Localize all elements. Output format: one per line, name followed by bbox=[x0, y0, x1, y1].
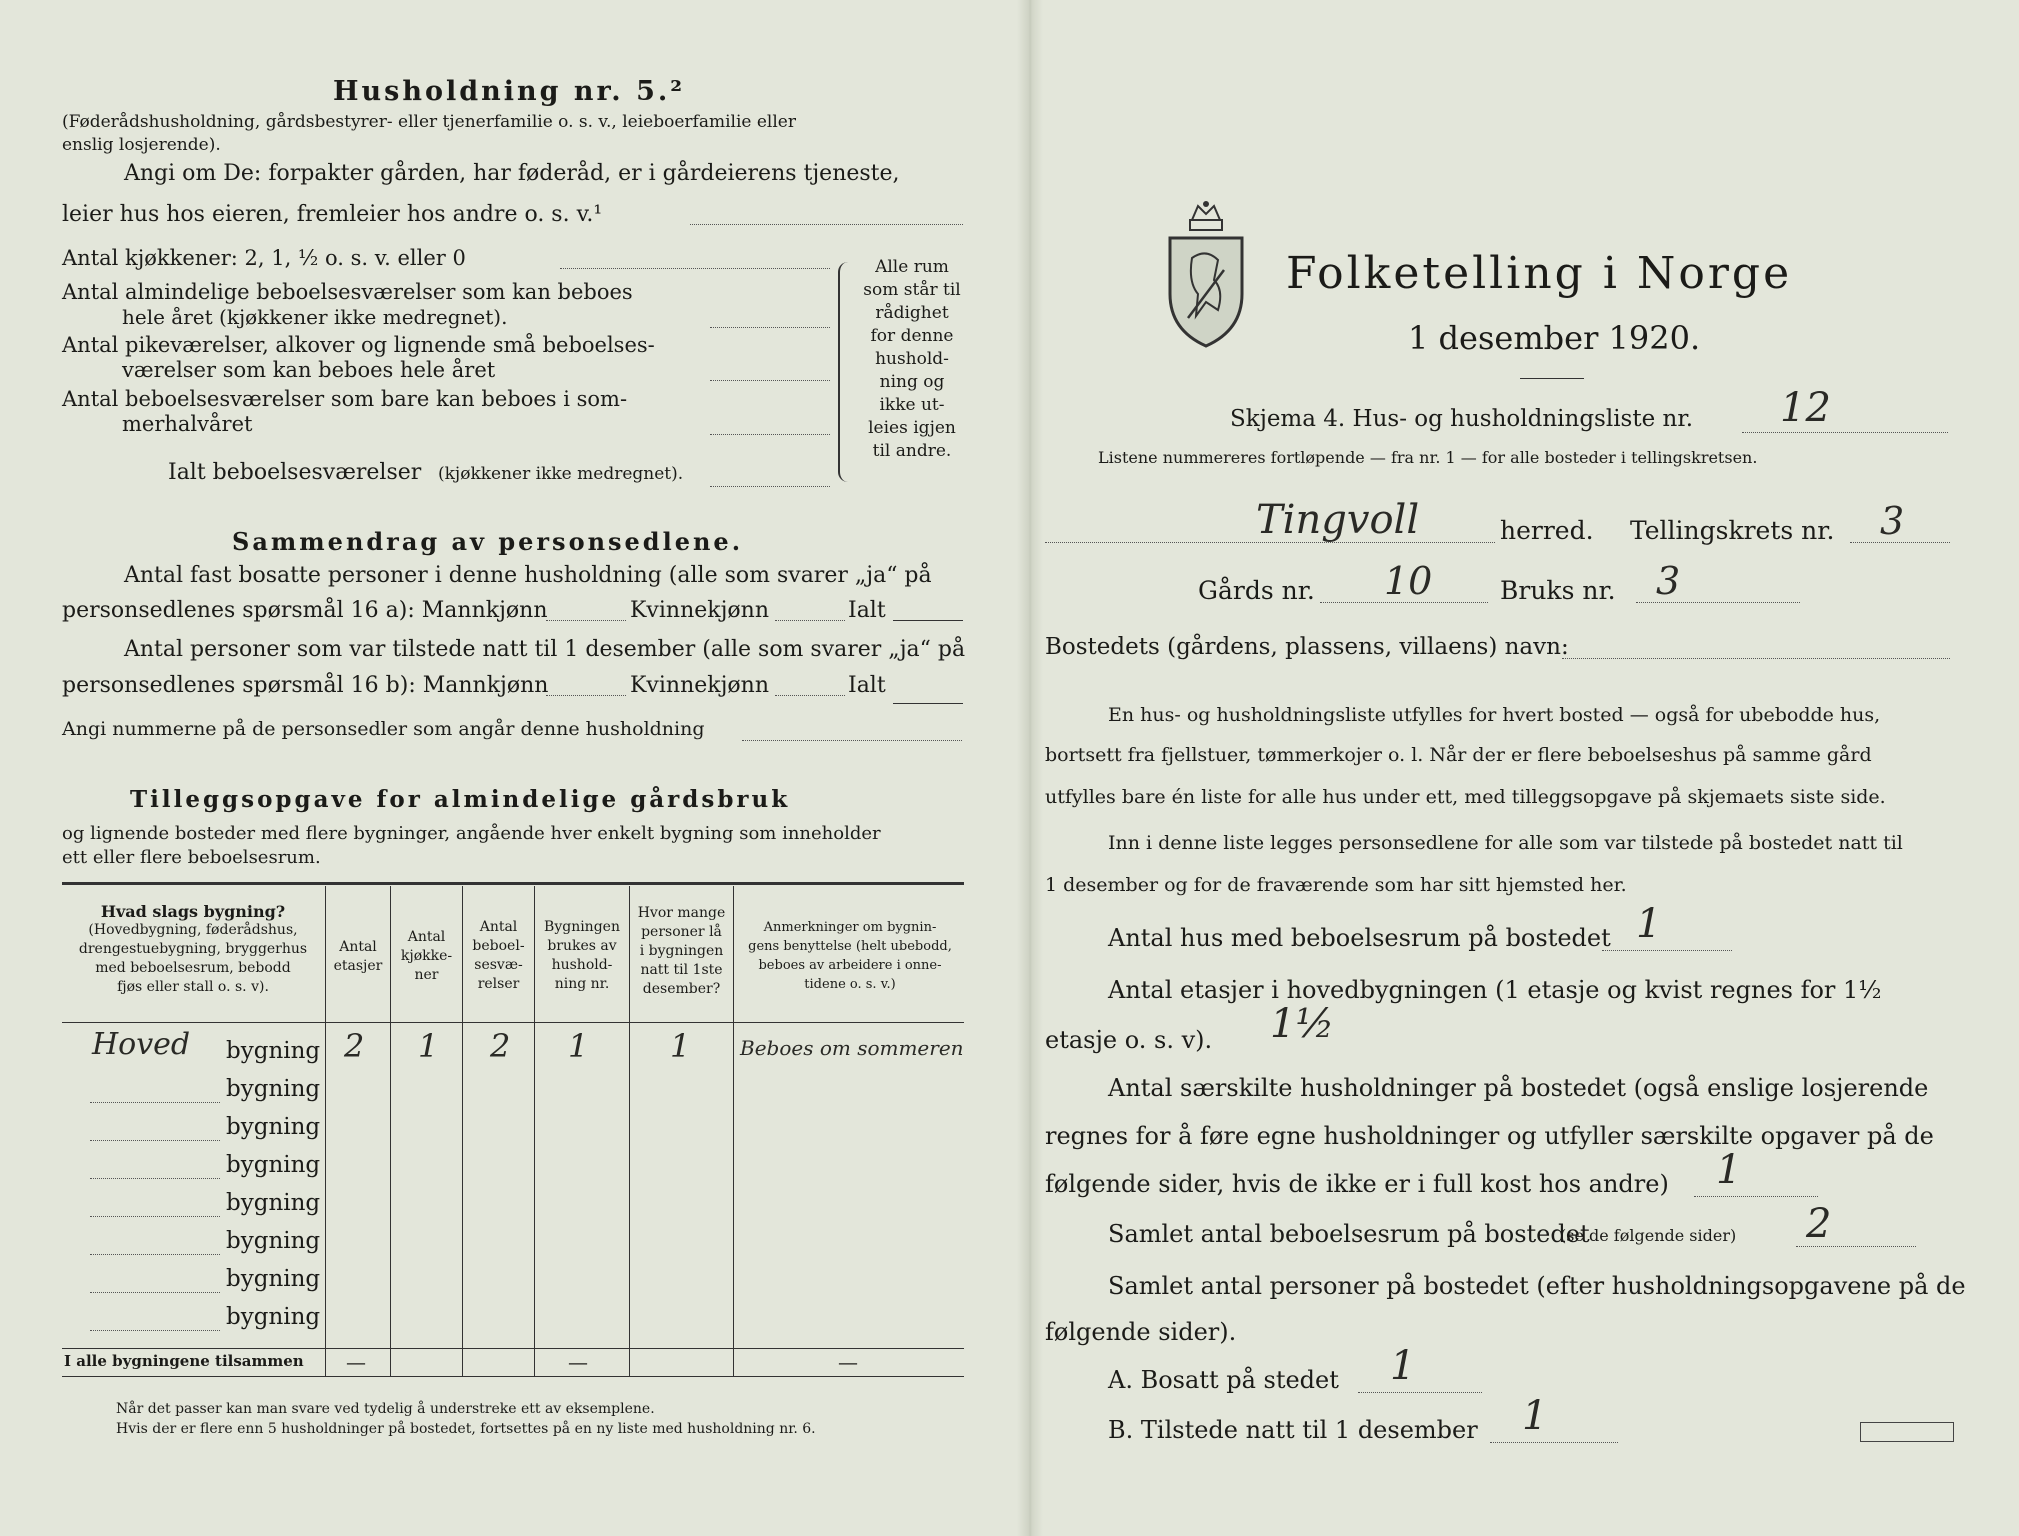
row1-anmerkninger[interactable]: Beboes om sommeren bbox=[740, 1036, 964, 1060]
tilleggsopgave-title: Tilleggsopgave for almindelige gårdsbruk bbox=[130, 786, 791, 813]
total-anm-dash: — bbox=[838, 1350, 858, 1374]
row1-personer[interactable]: 1 bbox=[670, 1027, 691, 1065]
tilleggsopgave-line1: og lignende bosteder med flere bygninger, angående hver enkelt bygning som inneholder bbox=[62, 823, 881, 844]
nummerne-answer-line[interactable] bbox=[742, 740, 962, 741]
table-bottom-rule bbox=[62, 1376, 964, 1377]
angi-line2: leier hus hos eieren, fremleier hos andre o. s. v.¹ bbox=[62, 202, 603, 227]
tilstede-kvinne-label: Kvinnekjønn bbox=[630, 673, 769, 698]
col-header-vaerelser: Antal beboel- sesvæ- relser bbox=[472, 919, 525, 992]
alm-answer-line[interactable] bbox=[710, 327, 830, 328]
sarsk-line[interactable] bbox=[1694, 1196, 1818, 1197]
col-header-bygning: Hvad slags bygning? (Hovedbygning, føderådshus, drengestuebygning, bryggerhus med beboelsesrum, bebodd fjøs eller stall o. s. v). bbox=[78, 902, 308, 995]
hus-label: Antal hus med beboelsesrum på bostedet bbox=[1108, 924, 1611, 952]
row-label: bygning bbox=[226, 1038, 321, 1064]
nummerne-label: Angi nummerne på de personsedler som angår denne husholdning bbox=[62, 718, 705, 740]
pike-answer-line[interactable] bbox=[710, 380, 830, 381]
info-line1: En hus- og husholdningsliste utfylles for hvert bosted — også for ubebodde hus, bbox=[1108, 704, 1881, 726]
bosted-label: Bostedets (gårdens, plassens, villaens) navn: bbox=[1045, 634, 1569, 660]
footnote-1: Når det passer kan man svare ved tydelig å understreke ett av eksemplene. bbox=[116, 1401, 655, 1417]
row1-vaerelser[interactable]: 2 bbox=[490, 1027, 511, 1065]
total-label: I alle bygningene tilsammen bbox=[64, 1352, 304, 1370]
sammendrag-line2: personsedlenes spørsmål 16 a): Mannkjønn bbox=[62, 598, 548, 623]
etasjer-label-line2: etasje o. s. v). bbox=[1045, 1026, 1213, 1054]
row-type-line[interactable] bbox=[90, 1178, 220, 1179]
row-label: bygning bbox=[226, 1228, 321, 1254]
samlet-rum-value[interactable]: 2 bbox=[1806, 1201, 1832, 1247]
row-type-line[interactable] bbox=[90, 1102, 220, 1103]
row1-hushold[interactable]: 1 bbox=[568, 1027, 589, 1065]
page-fold bbox=[1017, 0, 1043, 1536]
tilstede-kvinne-line[interactable] bbox=[775, 695, 845, 696]
bosatt-label: A. Bosatt på stedet bbox=[1108, 1366, 1339, 1394]
angi-line1: Angi om De: forpakter gården, har føderåd, er i gårdeierens tjeneste, bbox=[124, 161, 900, 186]
row-label: bygning bbox=[226, 1304, 321, 1330]
samlet-rum-note: (se de følgende sider) bbox=[1560, 1226, 1737, 1245]
tilstede-ialt-line[interactable] bbox=[893, 703, 963, 704]
tilleggsopgave-line2: ett eller flere beboelsesrum. bbox=[62, 847, 321, 868]
somm-answer-line[interactable] bbox=[710, 434, 830, 435]
herred-label: herred. bbox=[1500, 516, 1594, 545]
info-line2: bortsett fra fjellstuer, tømmerkojer o. l. Når der er flere beboelseshus på samme gård bbox=[1045, 744, 1872, 766]
herred-value[interactable]: Tingvoll bbox=[1256, 497, 1420, 543]
somm-label-line1: Antal beboelsesværelser som bare kan beboes i som- bbox=[62, 387, 628, 411]
tilstede-mann-line[interactable] bbox=[546, 695, 626, 696]
table-header-rule bbox=[62, 1022, 964, 1023]
form-date: 1 desember 1920. bbox=[1408, 319, 1701, 357]
tilstede-ialt-label: Ialt bbox=[848, 673, 886, 698]
row1-kjokkener[interactable]: 1 bbox=[418, 1027, 439, 1065]
hus-line[interactable] bbox=[1602, 950, 1732, 951]
tilstede-line1: Antal personer som var tilstede natt til 1 desember (alle som svarer „ja“ på bbox=[124, 637, 966, 662]
table-top-rule bbox=[62, 882, 964, 885]
ialt-answer-line[interactable] bbox=[710, 486, 830, 487]
bosted-line[interactable] bbox=[1562, 658, 1950, 659]
liste-nr-value[interactable]: 12 bbox=[1780, 385, 1831, 431]
sarsk-line3: følgende sider, hvis de ikke er i full kost hos andre) bbox=[1045, 1170, 1669, 1198]
tellingskrets-value[interactable]: 3 bbox=[1880, 499, 1905, 543]
tilstede-value[interactable]: 1 bbox=[1522, 1393, 1548, 1439]
alm-label-line1: Antal almindelige beboelsesværelser som kan beboes bbox=[62, 280, 633, 304]
skjema-label: Skjema 4. Hus- og husholdningsliste nr. bbox=[1230, 406, 1694, 432]
angi-answer-line[interactable] bbox=[690, 224, 963, 225]
fast-mann-line[interactable] bbox=[546, 620, 626, 621]
row-label: bygning bbox=[226, 1190, 321, 1216]
bosatt-value[interactable]: 1 bbox=[1390, 1343, 1416, 1389]
row-label: bygning bbox=[226, 1266, 321, 1292]
title-divider bbox=[1520, 378, 1584, 379]
kjokkener-label: Antal kjøkkener: 2, 1, ½ o. s. v. eller 0 bbox=[62, 246, 466, 270]
row-type-line[interactable] bbox=[90, 1140, 220, 1141]
bruks-label: Bruks nr. bbox=[1500, 576, 1616, 605]
col-header-kjokkener: Antal kjøkke- ner bbox=[400, 929, 453, 983]
footnote-2: Hvis der er flere enn 5 husholdninger på bostedet, fortsettes på en ny liste med husholdning nr. 6. bbox=[116, 1421, 816, 1437]
listene-note: Listene nummereres fortløpende — fra nr. 1 — for alle bosteder i tellingskretsen. bbox=[1098, 448, 1758, 467]
samlet-pers-line2: følgende sider). bbox=[1045, 1318, 1237, 1346]
fast-kvinne-line[interactable] bbox=[775, 620, 845, 621]
table-total-rule bbox=[62, 1348, 964, 1349]
alm-label-line2: hele året (kjøkkener ikke medregnet). bbox=[122, 305, 508, 329]
tilstede-line[interactable] bbox=[1490, 1442, 1618, 1443]
row1-etasjer[interactable]: 2 bbox=[344, 1027, 365, 1065]
bruks-value[interactable]: 3 bbox=[1656, 559, 1681, 603]
fast-ialt-line[interactable] bbox=[893, 620, 963, 621]
col-header-etasjer: Antal etasjer bbox=[333, 939, 383, 974]
sarsk-line1: Antal særskilte husholdninger på bostedet (også enslige losjerende bbox=[1108, 1074, 1929, 1102]
kjokkener-answer-line[interactable] bbox=[560, 268, 830, 269]
tellingskrets-label: Tellingskrets nr. bbox=[1630, 516, 1835, 545]
tilstede-label: B. Tilstede natt til 1 desember bbox=[1108, 1416, 1478, 1444]
col-header-hushold: Bygningen brukes av hushold- ning nr. bbox=[544, 919, 620, 992]
row-label: bygning bbox=[226, 1114, 321, 1140]
household-note-line2: enslig losjerende). bbox=[62, 135, 221, 155]
row1-building-type[interactable]: Hoved bbox=[92, 1027, 191, 1062]
fast-kvinne-label: Kvinnekjønn bbox=[630, 598, 769, 623]
household-title: Husholdning nr. 5.² bbox=[333, 76, 686, 107]
side-note: Alle rum som står til rådighet for denne hushold- ning og ikke ut- leies igjen til andre. bbox=[863, 257, 961, 461]
samlet-pers-line1: Samlet antal personer på bostedet (efter husholdningsopgavene på de bbox=[1108, 1272, 1966, 1300]
row-type-line[interactable] bbox=[90, 1292, 220, 1293]
etasjer-label-line1: Antal etasjer i hovedbygningen (1 etasje og kvist regnes for 1½ bbox=[1108, 976, 1882, 1004]
side-note-brace bbox=[838, 262, 854, 482]
tilstede-line2: personsedlenes spørsmål 16 b): Mannkjønn bbox=[62, 673, 549, 698]
row-type-line[interactable] bbox=[90, 1330, 220, 1331]
ialt-note: (kjøkkener ikke medregnet). bbox=[438, 464, 684, 484]
col-header-personer: Hvor mange personer lå i bygningen natt til 1ste desember? bbox=[637, 905, 726, 997]
bosatt-line[interactable] bbox=[1358, 1392, 1482, 1393]
row-label: bygning bbox=[226, 1076, 321, 1102]
pike-label-line1: Antal pikeværelser, alkover og lignende små beboelses- bbox=[62, 333, 655, 357]
col-header-anmerkninger: Anmerkninger om bygnin- gens benyttelse (helt ubebodd, beboes av arbeidere i onne- tidene o. s. v.) bbox=[748, 920, 952, 992]
info-line4: Inn i denne liste legges personsedlene for alle som var tilstede på bostedet natt til bbox=[1108, 832, 1903, 854]
sammendrag-line1: Antal fast bosatte personer i denne husholdning (alle som svarer „ja“ på bbox=[124, 563, 932, 588]
total-hushold-dash: — bbox=[568, 1350, 588, 1374]
gards-label: Gårds nr. bbox=[1198, 576, 1315, 605]
sammendrag-title: Sammendrag av personsedlene. bbox=[232, 527, 744, 556]
household-note-line1: (Føderådshusholdning, gårdsbestyrer- eller tjenerfamilie o. s. v., leieboerfamilie eller bbox=[62, 112, 796, 132]
info-line5: 1 desember og for de fraværende som har sitt hjemsted her. bbox=[1045, 874, 1627, 896]
sarsk-value[interactable]: 1 bbox=[1716, 1147, 1742, 1193]
etasjer-value[interactable]: 1½ bbox=[1270, 1001, 1335, 1047]
info-line3: utfylles bare én liste for alle hus under ett, med tilleggsopgave på skjemaets siste side. bbox=[1045, 786, 1886, 808]
row-label: bygning bbox=[226, 1152, 321, 1178]
somm-label-line2: merhalvåret bbox=[122, 412, 253, 436]
hus-value[interactable]: 1 bbox=[1636, 901, 1662, 947]
total-etasjer-dash: — bbox=[346, 1350, 366, 1374]
row-type-line[interactable] bbox=[90, 1216, 220, 1217]
fast-ialt-label: Ialt bbox=[848, 598, 886, 623]
printer-stamp bbox=[1860, 1422, 1954, 1442]
row-type-line[interactable] bbox=[90, 1254, 220, 1255]
pike-label-line2: værelser som kan beboes hele året bbox=[122, 358, 496, 382]
sarsk-line2: regnes for å føre egne husholdninger og utfyller særskilte opgaver på de bbox=[1045, 1122, 1934, 1150]
form-title: Folketelling i Norge bbox=[1286, 248, 1793, 299]
samlet-rum-label: Samlet antal beboelsesrum på bostedet bbox=[1108, 1220, 1590, 1248]
liste-nr-line[interactable] bbox=[1742, 432, 1948, 433]
gards-value[interactable]: 10 bbox=[1384, 559, 1433, 603]
ialt-label: Ialt beboelsesværelser bbox=[168, 460, 422, 485]
coat-of-arms-icon bbox=[1162, 198, 1250, 350]
